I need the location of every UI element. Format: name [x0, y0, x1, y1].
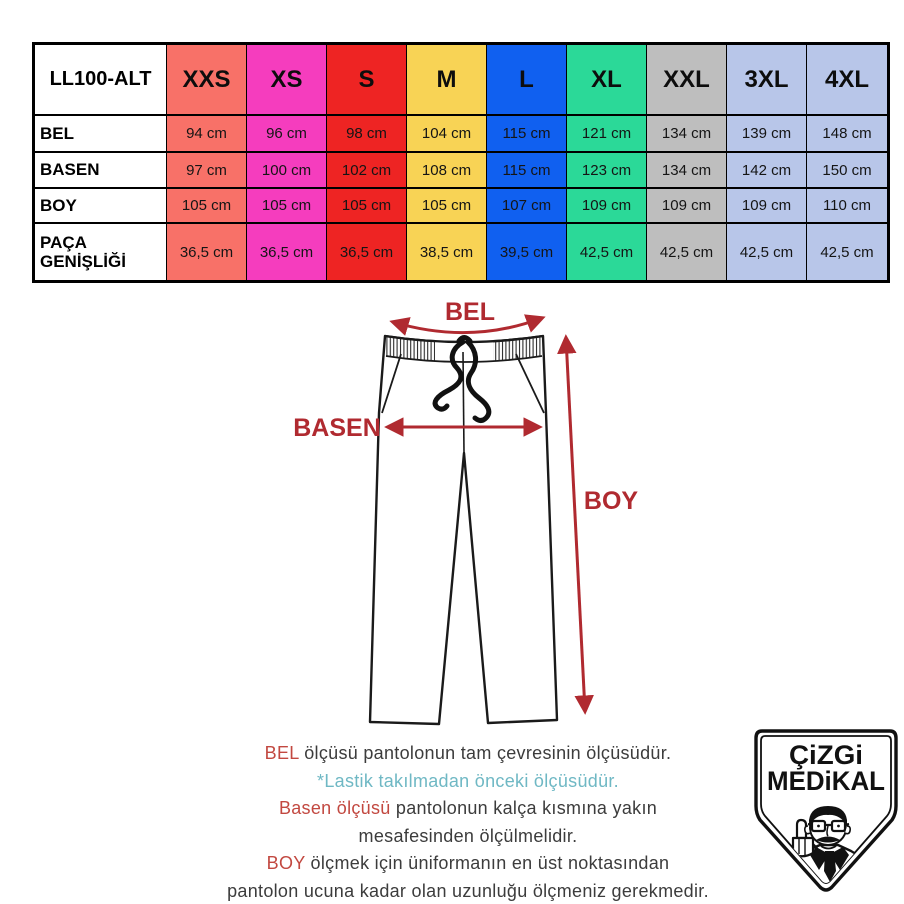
cell-paca-xxs: 36,5 cm: [167, 224, 247, 280]
size-header-l: L: [487, 45, 567, 116]
note-line-bel: [88, 740, 848, 768]
cell-paca-xxl: 42,5 cm: [647, 224, 727, 280]
cell-boy-xxs: 105 cm: [167, 189, 247, 224]
size-header-xxs: XXS: [167, 45, 247, 116]
brand-logo: [746, 714, 904, 904]
note-boy-keyword: BOY: [266, 853, 306, 873]
cell-bel-m: 104 cm: [407, 116, 487, 153]
cell-basen-m: 108 cm: [407, 153, 487, 189]
note-bel-keyword: BEL: [264, 743, 299, 763]
product-code: LL100-ALT: [35, 45, 167, 116]
cell-boy-xl: 109 cm: [567, 189, 647, 224]
cell-basen-xxs: 97 cm: [167, 153, 247, 189]
note-line-boy-2: pantolon ucuna kadar olan uzunluğu ölçmeniz gerekmedir.: [227, 880, 709, 901]
size-header-3xl: 3XL: [727, 45, 807, 116]
note-line-basen-2: mesafesinden ölçülmelidir.: [358, 825, 578, 846]
cell-paca-l: 39,5 cm: [487, 224, 567, 280]
measurement-notes: [88, 740, 848, 904]
size-header-m: M: [407, 45, 487, 116]
cell-boy-l: 107 cm: [487, 189, 567, 224]
cell-basen-4xl: 150 cm: [807, 153, 887, 189]
cell-bel-s: 98 cm: [327, 116, 407, 153]
center-seam-line: [463, 352, 464, 453]
cell-basen-xxl: 134 cm: [647, 153, 727, 189]
note-line-boy: [88, 850, 848, 878]
size-table: [32, 42, 890, 283]
cell-basen-xs: 100 cm: [247, 153, 327, 189]
cell-basen-s: 102 cm: [327, 153, 407, 189]
cell-paca-m: 38,5 cm: [407, 224, 487, 280]
cell-paca-3xl: 42,5 cm: [727, 224, 807, 280]
boy-arrow: [566, 338, 585, 711]
basen-diagram-label: BASEN: [293, 414, 381, 442]
size-header-xxl: XXL: [647, 45, 727, 116]
size-header-s: S: [327, 45, 407, 116]
cell-bel-3xl: 139 cm: [727, 116, 807, 153]
row-label-bel: BEL: [35, 116, 167, 153]
logo-text-cizgi: ÇiZGi: [789, 740, 863, 770]
cell-bel-xs: 96 cm: [247, 116, 327, 153]
note-basen-keyword: Basen ölçüsü: [278, 798, 391, 818]
cell-paca-xl: 42,5 cm: [567, 224, 647, 280]
bel-diagram-label: BEL: [445, 298, 495, 326]
size-header-xs: XS: [247, 45, 327, 116]
cell-basen-l: 115 cm: [487, 153, 567, 189]
note-line-basen: [88, 795, 848, 823]
cell-basen-3xl: 142 cm: [727, 153, 807, 189]
note-bel-text: ölçüsü pantolonun tam çevresinin ölçüsüdür.: [298, 743, 672, 763]
cell-bel-xxl: 134 cm: [647, 116, 727, 153]
cell-bel-l: 115 cm: [487, 116, 567, 153]
pants-outline: [370, 333, 557, 724]
row-label-paca-genisligi: PAÇA GENİŞLİĞİ: [35, 224, 167, 280]
cell-bel-xxs: 94 cm: [167, 116, 247, 153]
cell-boy-m: 105 cm: [407, 189, 487, 224]
size-header-xl: XL: [567, 45, 647, 116]
pants-diagram: [280, 290, 650, 750]
cell-paca-xs: 36,5 cm: [247, 224, 327, 280]
row-label-boy: BOY: [35, 189, 167, 224]
boy-diagram-label: BOY: [583, 487, 639, 515]
cell-boy-xxl: 109 cm: [647, 189, 727, 224]
cell-bel-4xl: 148 cm: [807, 116, 887, 153]
note-boy-text: ölçmek için üniformanın en üst noktasından: [305, 853, 670, 873]
note-basen-text: pantolonun kalça kısmına yakın: [390, 798, 658, 818]
cell-bel-xl: 121 cm: [567, 116, 647, 153]
size-header-4xl: 4XL: [807, 45, 887, 116]
cell-boy-xs: 105 cm: [247, 189, 327, 224]
cell-paca-4xl: 42,5 cm: [807, 224, 887, 280]
cell-paca-s: 36,5 cm: [327, 224, 407, 280]
row-label-basen: BASEN: [35, 153, 167, 189]
cell-boy-4xl: 110 cm: [807, 189, 887, 224]
cell-boy-3xl: 109 cm: [727, 189, 807, 224]
cell-boy-s: 105 cm: [327, 189, 407, 224]
note-line-lastik: *Lastik takılmadan önceki ölçüsüdür.: [317, 770, 619, 791]
logo-text-medikal: MEDiKAL: [767, 766, 885, 796]
cell-basen-xl: 123 cm: [567, 153, 647, 189]
